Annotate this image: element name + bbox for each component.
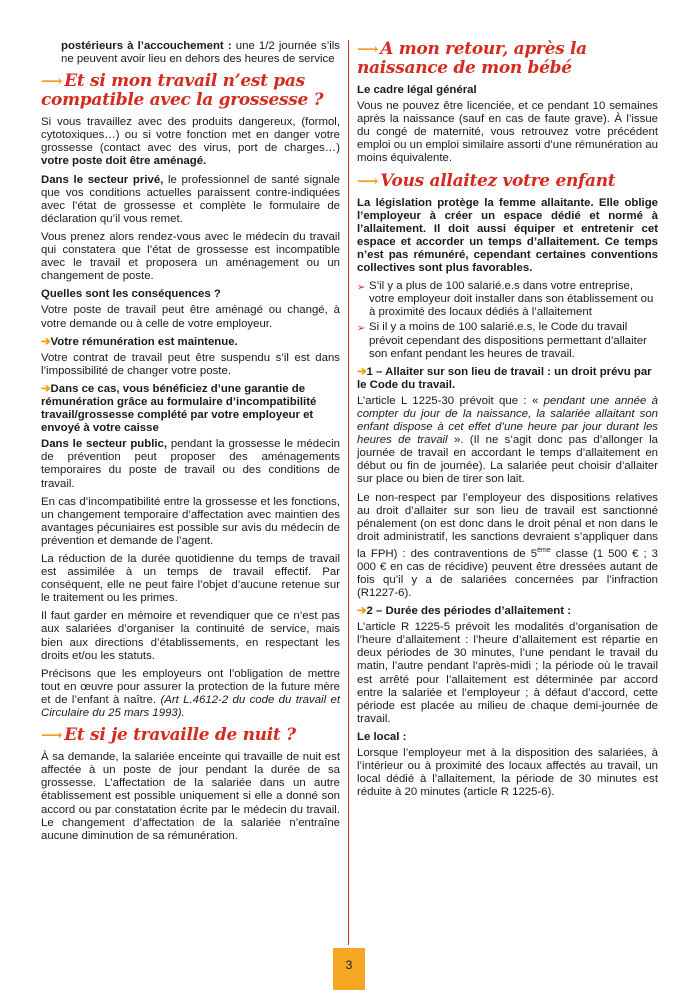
paragraph: L’article R 1225-5 prévoit les modalités d’organisation de l’heure d’allaitement : l’heure d’allaitement est répartie en deux périodes de 30 minutes, l’une pendant le travail du matin, l’autre pendant l’après-midi ; la période où le travail est arrêté pour l’allaitement est déterminée par accord entre la salariée et l’employeur ; à défaut d’accord, cette période est placée au milieu de chaque demi-journée de travail. [357, 621, 658, 725]
paragraph: Précisons que les employeurs ont l’obligation de mettre tout en œuvre pour assurer la protection de la future mère et de l’enfant à naître. (Art L.4612-2 du code du travail et Circulaire du 25 mars 1993). [41, 667, 340, 720]
paragraph: Dans le secteur public, pendant la grossesse le médecin de prévention peut proposer des aménagements temporaires du poste de travail ou des conditions de travail. [41, 438, 340, 490]
arrow-right-icon: ➔ [41, 382, 51, 395]
heading-arrow-icon: ⟶ [357, 171, 379, 190]
list-item: ➢ Si il y a moins de 100 salarié.e.s, le Code du travail prévoit cependant des dispositions permettant d’allaiter son enfant pendant les heures de travail. [357, 321, 647, 360]
list-item: ➢ S’il y a plus de 100 salarié.e.s dans votre entreprise, votre employeur doit installer dans son établissement ou à proximité des locaux dédiés à l’allaitement [357, 280, 654, 319]
paragraph: La législation protège la femme allaitante. Elle oblige l’employeur à créer un espace dédié et normé à l’allaitement. Il doit aussi équiper et entretenir cet espace et accorder un temps d’allaitement. Ce temps n’est pas rémunéré, cependant certaines conventions collectives sont plus favorables. [357, 196, 658, 275]
paragraph: Si vous travaillez avec des produits dangereux, (formol, cytotoxiques…) ou si votre fonction met en danger votre grossesse (contact avec des virus, port de charges…) votre poste doit être aménagé. [41, 116, 340, 168]
paragraph: À sa demande, la salariée enceinte qui travaille de nuit est affectée à un poste de jour pendant la durée de sa grossesse. L’affectation de la salariée dans un autre établissement est possible uniquement si elle a donné son accord ou par constatation écrite par le médecin du travail. Le changement d’affectation de la salariée n’entraîne aucune diminution de sa rémunération. [41, 751, 340, 842]
left-column [41, 40, 340, 848]
paragraph: Votre contrat de travail peut être suspendu s’il est dans l’impossibilité de changer votre poste. [41, 351, 340, 377]
paragraph: Il faut garder en mémoire et revendiquer que ce n’est pas aux salariées d’organiser la continuité de service, mais bien aux directions d’établissements, en respectant les droits et/ou les statuts. [41, 610, 340, 662]
paragraph: En cas d’incompatibilité entre la grossesse et les fonctions, un changement temporaire d’affectation avec maintien des avantages pécuniaires est possible sur avis du médecin de prévention et demande de l’agent. [41, 495, 340, 547]
subheading-remuneration: ➔Votre rémunération est maintenue. [41, 335, 238, 348]
subheading-guarantee: ➔Dans ce cas, vous bénéficiez d’une garantie de rémunération grâce au formulaire d’incompatibilité travail/grossesse complété par votre employeur et envoyé à votre caisse [41, 382, 317, 435]
paragraph: Vous ne pouvez être licenciée, et ce pendant 10 semaines après la naissance (sauf en cas de faute grave). À l’issue du congé de maternité, vous retrouvez votre précédent emploi ou un emploi similaire assorti d’une rémunération au moins équivalente. [357, 100, 658, 165]
subheading-allaiter-lieu: ➔1 – Allaiter sur son lieu de travail : un droit prévu par le Code du travail. [357, 365, 652, 391]
column-divider [348, 40, 349, 945]
arrow-right-icon: ➔ [41, 335, 51, 348]
paragraph: La réduction de la durée quotidienne du temps de travail est assimilée à un temps de travail effectif. Par conséquent, elle ne peut faire l’objet d’aucune retenue sur le traitement ou les primes. [41, 553, 340, 605]
paragraph: Le non-respect par l’employeur des dispositions relatives au droit d’allaiter sur son lieu de travail est sanctionné pénalement (on est donc dans le droit pénal et non dans le droit administratif, les sanctions devraient s’appliquer dans la FPH) : des contraventions de 5ème classe (1 500 € ; 3 000 € en cas de récidive) peuvent être dressées autant de fois qu’il y a de salariées concernées par l’infraction (R1227-6). [357, 491, 658, 599]
subheading-duree: ➔2 – Durée des périodes d’allaitement : [357, 605, 572, 618]
arrow-right-icon: ➔ [357, 605, 367, 618]
paragraph: Votre poste de travail peut être aménagé ou changé, à votre demande ou à celle de votre employeur. [41, 304, 340, 330]
paragraph: Vous prenez alors rendez-vous avec le médecin du travail qui constatera que l’état de grossesse est incompatible avec le travail et proposera un aménagement ou un changement de poste. [41, 230, 340, 283]
bullet-arrow-icon: ➢ [357, 323, 366, 335]
paragraph: Dans le secteur privé, le professionnel de santé signale que vos conditions actuelles paraissent contre-indiquées avec l’état de grossesse et complète le formulaire de déclaration qu’il vous remet. [41, 173, 341, 225]
heading-arrow-icon: ⟶ [41, 72, 63, 91]
heading-cadre-legal: Le cadre légal général [357, 84, 477, 96]
heading-arrow-icon: ⟶ [357, 40, 379, 58]
heading-compatible: ⟶ Et si mon travail n’est pas compatible avec la grossesse ? [41, 71, 324, 111]
heading-retour: ⟶ A mon retour, après la naissance de mon bébé [357, 39, 587, 78]
heading-nuit: ⟶ Et si je travaille de nuit ? [41, 725, 296, 746]
page-number: 3 [333, 948, 365, 990]
postpartum-exam-note: postérieurs à l’accouchement : une 1/2 journée s’ils ne peuvent avoir lieu en dehors des heures de service [61, 40, 340, 66]
heading-consequences: Quelles sont les conséquences ? [41, 288, 221, 301]
arrow-right-icon: ➔ [357, 365, 367, 378]
heading-arrow-icon: ⟶ [41, 726, 63, 745]
paragraph: L’article L 1225-30 prévoit que : « pendant une année à compter du jour de la naissance, la salariée allaitant son enfant dispose à cet effet d’une heure par jour durant les heures de travail ». (Il ne s’agit donc pas d’allonger la journée de travail en accordant le temps d’allaitement en début ou fin de journée). La salariée peut choisir d’allaiter sur place ou bien de tirer son lait. [357, 394, 658, 486]
right-column [357, 40, 658, 804]
heading-local: Le local : [357, 730, 407, 743]
bullet-arrow-icon: ➢ [357, 282, 366, 294]
paragraph: Lorsque l’employeur met à la disposition des salariées, à l’intérieur ou à proximité des locaux affectés au travail, un local dédié à l’allaitement, la période de 30 minutes est réduite à 20 minutes (article R 1225-6). [357, 747, 658, 799]
heading-allaitez: ⟶ Vous allaitez votre enfant [357, 170, 616, 191]
